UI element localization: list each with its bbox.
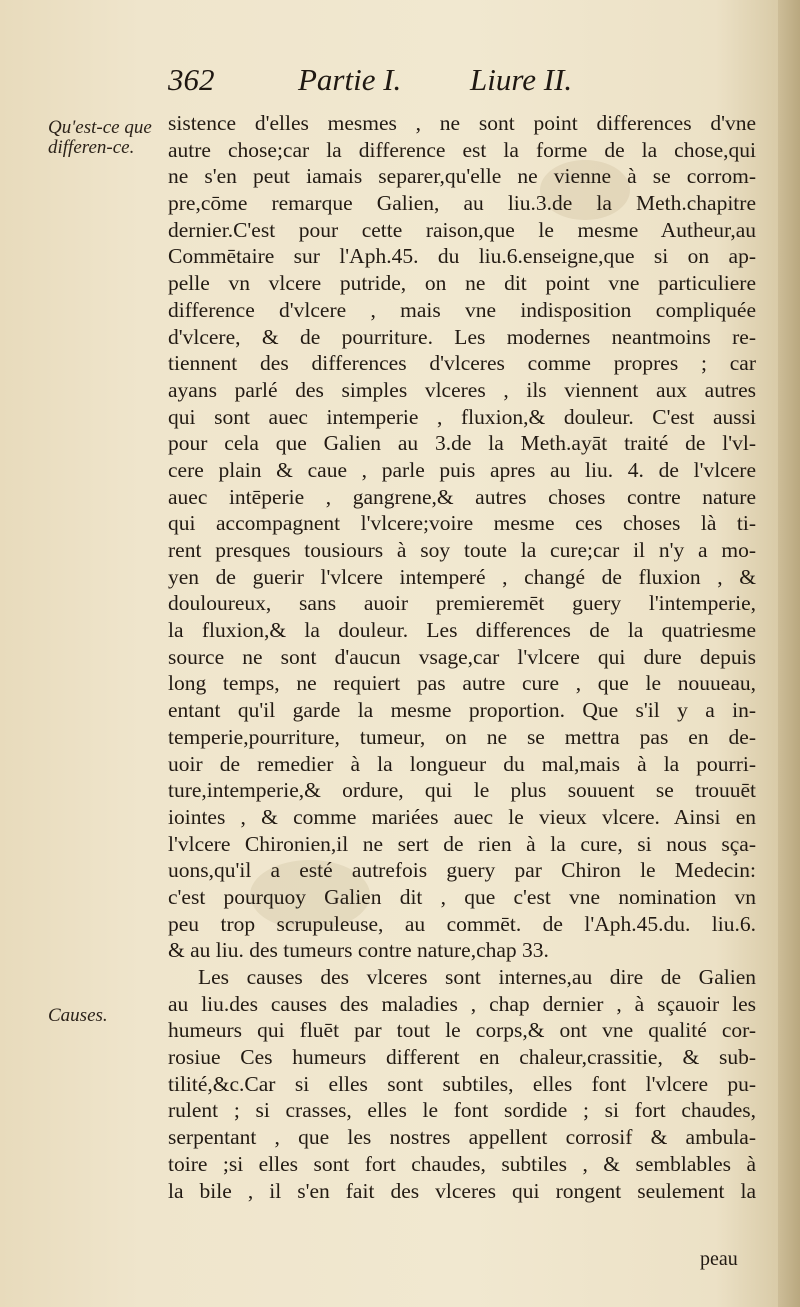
catchword: peau: [700, 1248, 738, 1270]
text-line: dernier.C'est pour cette raison,que le mesme Autheur,au: [168, 217, 756, 242]
text-line: la bile , il s'en fait des vlceres qui rongent seulement la: [168, 1178, 756, 1203]
part-title: Partie I.: [298, 62, 402, 97]
text-line: qui sont auec intemperie , fluxion,& douleur. C'est aussi: [168, 404, 756, 429]
text-line: Commētaire sur l'Aph.45. du liu.6.enseigne,que si on ap-: [168, 244, 756, 269]
text-line: difference d'vlcere , mais vne indisposition compliquée: [168, 297, 756, 322]
text-line: tilité,&c.Car si elles sont subtiles, elles font l'vlcere pu-: [168, 1071, 756, 1096]
text-line: uoir de remedier à la longueur du mal,mais à la pourri-: [168, 751, 756, 776]
book-title: Liure II.: [470, 62, 573, 97]
text-line: pour cela que Galien au 3.de la Meth.ayāt traité de l'vl-: [168, 431, 756, 456]
text-line: au liu.des causes des maladies , chap dernier , à sçauoir les: [168, 991, 756, 1016]
text-line: sistence d'elles mesmes , ne sont point differences d'vne: [168, 111, 756, 135]
text-line: tiennent des differences d'vlceres comme propres ; car: [168, 351, 756, 376]
margin-note-causes: Causes.: [48, 1005, 108, 1026]
text-line: douloureux, sans auoir premieremēt guery l'intemperie,: [168, 591, 756, 616]
text-line: l'vlcere Chironien,il ne sert de rien à la cure, si nous sça-: [168, 831, 756, 856]
main-text: [168, 110, 756, 1204]
text-line: temperie,pourriture, tumeur, on ne se mettra pas en de-: [168, 724, 756, 749]
page-number: 362: [168, 62, 215, 97]
text-line: ture,intemperie,& ordure, qui le plus souuent se trouuēt: [168, 778, 756, 803]
text-line: toire ;si elles sont fort chaudes, subtiles , & semblables à: [168, 1151, 756, 1176]
text-line: uons,qu'il a esté autrefois guery par Chiron le Medecin:: [168, 858, 756, 883]
text-line: pelle vn vlcere putride, on ne dit point vne particuliere: [168, 271, 756, 296]
text-line: qui accompagnent l'vlcere;voire mesme ces choses là ti-: [168, 511, 756, 536]
text-line: pre,cōme remarque Galien, au liu.3.de la Meth.chapitre: [168, 191, 756, 216]
text-line: yen de guerir l'vlcere intemperé , changé de fluxion , &: [168, 564, 756, 589]
text-line: peu trop scrupuleuse, au commēt. de l'Aph.45.du. liu.6.: [168, 911, 756, 936]
text-line: c'est pourquoy Galien dit , que c'est vne nomination vn: [168, 884, 756, 909]
running-header: [160, 62, 750, 106]
text-line: long temps, ne requiert pas autre cure , que le nouueau,: [168, 671, 756, 696]
margin-note-definition: Qu'est-ce que differen-ce.: [48, 117, 152, 158]
text-line: source ne sont d'aucun vsage,car l'vlcere qui dure depuis: [168, 644, 756, 669]
text-line: la fluxion,& la douleur. Les differences de la quatriesme: [168, 618, 756, 643]
page-gutter: [778, 0, 800, 1307]
text-line: humeurs qui fluēt par tout le corps,& ont vne qualité cor-: [168, 1018, 756, 1043]
text-line: iointes , & comme mariées auec le vieux vlcere. Ainsi en: [168, 804, 756, 829]
text-line: rosiue Ces humeurs different en chaleur,crassitie, & sub-: [168, 1045, 756, 1070]
text-line: cere plain & caue , parle puis apres au liu. 4. de l'vlcere: [168, 457, 756, 482]
text-line: Les causes des vlceres sont internes,au dire de Galien: [198, 965, 756, 989]
text-line: ne s'en peut iamais separer,qu'elle ne vienne à se corrom-: [168, 164, 756, 189]
text-line: rulent ; si crasses, elles le font sordide ; si fort chaudes,: [168, 1098, 756, 1123]
text-line: autre chose;car la difference est la forme de la chose,qui: [168, 137, 756, 162]
text-line: d'vlcere, & de pourriture. Les modernes neantmoins re-: [168, 324, 756, 349]
text-line: & au liu. des tumeurs contre nature,chap 33.: [168, 938, 549, 963]
text-line: entant qu'il garde la mesme proportion. Que s'il y a in-: [168, 698, 756, 723]
text-line: ayans parlé des simples vlceres , ils viennent aux autres: [168, 377, 756, 402]
text-line: serpentant , que les nostres appellent corrosif & ambula-: [168, 1125, 756, 1150]
text-line: rent presques tousiours à soy toute la cure;car il n'y a mo-: [168, 538, 756, 562]
text-line: auec intēperie , gangrene,& autres choses contre nature: [168, 484, 756, 509]
